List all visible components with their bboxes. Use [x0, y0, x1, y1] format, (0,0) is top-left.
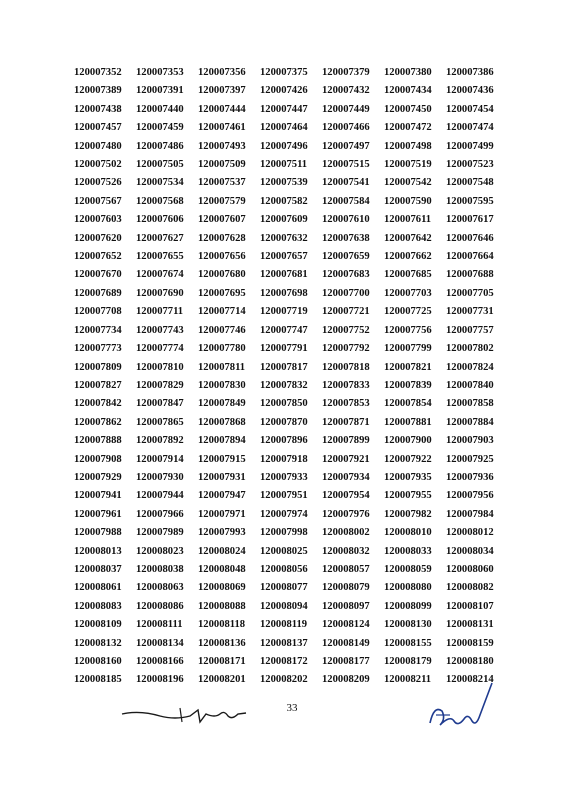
roll-number-cell: 120007944 [136, 490, 184, 502]
roll-number-cell: 120008061 [74, 582, 122, 594]
roll-number-cell: 120007498 [384, 140, 432, 152]
roll-number-cell: 120007646 [446, 232, 494, 244]
roll-number-cell: 120007900 [384, 435, 432, 447]
roll-number-cell: 120007642 [384, 232, 432, 244]
roll-number-cell: 120008111 [136, 619, 183, 631]
roll-number-cell: 120007493 [198, 140, 246, 152]
roll-number-cell: 120008130 [384, 619, 432, 631]
roll-number-cell: 120007862 [74, 416, 122, 428]
roll-number-cell: 120007833 [322, 379, 370, 391]
roll-number-cell: 120008088 [198, 600, 246, 612]
roll-number-cell: 120007832 [260, 379, 308, 391]
table-row [74, 598, 504, 616]
roll-number-cell: 120007930 [136, 471, 184, 483]
roll-number-cell: 120008059 [384, 563, 432, 575]
roll-number-cell: 120007664 [446, 251, 494, 263]
roll-number-cell: 120008179 [384, 656, 432, 667]
roll-number-cell: 120007519 [384, 159, 432, 171]
roll-number-cell: 120007810 [136, 361, 184, 373]
roll-number-cell: 120008032 [322, 545, 370, 557]
roll-number-cell: 120007908 [74, 453, 122, 465]
roll-number-cell: 120007988 [74, 527, 122, 539]
roll-number-cell: 120008202 [260, 674, 308, 686]
roll-number-cell: 120007681 [260, 269, 308, 281]
roll-number-cell: 120008082 [446, 582, 494, 594]
roll-number-cell: 120007817 [260, 361, 308, 373]
roll-number-cell: 120007450 [384, 103, 432, 115]
roll-number-cell: 120007539 [260, 177, 308, 189]
roll-number-cell: 120007674 [136, 269, 184, 281]
roll-number-cell: 120008023 [136, 545, 184, 557]
table-row [74, 487, 504, 505]
roll-number-cell: 120007486 [136, 140, 184, 152]
roll-number-cell: 120007397 [198, 85, 246, 97]
roll-number-cell: 120007662 [384, 251, 432, 263]
roll-number-cell: 120008160 [74, 656, 122, 667]
table-row [74, 64, 504, 82]
roll-number-cell: 120007638 [322, 232, 370, 244]
roll-number-cell: 120008012 [446, 527, 494, 539]
roll-number-cell: 120007628 [198, 232, 246, 244]
roll-number-cell: 120007847 [136, 398, 184, 410]
roll-number-cell: 120008077 [260, 582, 308, 594]
roll-number-cell: 120007871 [322, 416, 370, 428]
table-row [74, 174, 504, 192]
roll-number-cell: 120007680 [198, 269, 246, 281]
roll-number-cell: 120007537 [198, 177, 246, 189]
roll-number-cell: 120007821 [384, 361, 432, 373]
roll-number-cell: 120007743 [136, 324, 184, 336]
roll-number-cell: 120008038 [136, 563, 184, 575]
roll-number-cell: 120007542 [384, 177, 432, 189]
roll-number-cell: 120007683 [322, 269, 370, 281]
roll-number-cell: 120007579 [198, 195, 246, 207]
roll-number-cell: 120007688 [446, 269, 494, 281]
roll-number-cell: 120007548 [446, 177, 494, 189]
roll-number-cell: 120007984 [446, 508, 494, 520]
roll-number-cell: 120007915 [198, 453, 246, 465]
roll-number-cell: 120007840 [446, 379, 494, 391]
roll-number-cell: 120007998 [260, 527, 308, 539]
roll-number-cell: 120008048 [198, 563, 246, 575]
roll-number-cell: 120007818 [322, 361, 370, 373]
table-row [74, 524, 504, 542]
roll-number-cell: 120007894 [198, 435, 246, 447]
roll-number-cell: 120007925 [446, 453, 494, 465]
roll-number-cell: 120008013 [74, 545, 122, 557]
roll-number-cell: 120008069 [198, 582, 246, 594]
roll-number-cell: 120008211 [384, 674, 432, 686]
roll-number-cell: 120007627 [136, 232, 184, 244]
roll-number-cell: 120008171 [198, 656, 246, 667]
roll-number-cell: 120007695 [198, 287, 246, 299]
roll-number-cell: 120007607 [198, 214, 246, 226]
roll-number-cell: 120007931 [198, 471, 246, 483]
roll-number-cell: 120007698 [260, 287, 308, 299]
roll-number-cell: 120007961 [74, 508, 122, 520]
roll-number-cell: 120007632 [260, 232, 308, 244]
roll-number-cell: 120008024 [198, 545, 246, 557]
roll-number-cell: 120007752 [322, 324, 370, 336]
table-row [74, 469, 504, 487]
roll-number-cell: 120008131 [446, 619, 494, 631]
roll-number-cell: 120008025 [260, 545, 308, 557]
roll-number-cell: 120008209 [322, 674, 370, 686]
table-row [74, 432, 504, 450]
roll-number-cell: 120007951 [260, 490, 308, 502]
roll-number-cell: 120007746 [198, 324, 246, 336]
roll-number-cell: 120007466 [322, 122, 370, 134]
roll-number-cell: 120007440 [136, 103, 184, 115]
roll-number-cell: 120007976 [322, 508, 370, 520]
roll-number-cell: 120007827 [74, 379, 122, 391]
roll-number-cell: 120008134 [136, 637, 184, 649]
table-row [74, 414, 504, 432]
roll-number-cell: 120007700 [322, 287, 370, 299]
roll-number-cell: 120007502 [74, 159, 122, 171]
roll-number-cell: 120007434 [384, 85, 432, 97]
roll-number-cell: 120007899 [322, 435, 370, 447]
table-row [74, 616, 504, 634]
roll-number-cell: 120007865 [136, 416, 184, 428]
table-row [74, 82, 504, 100]
roll-number-cell: 120007757 [446, 324, 494, 336]
roll-number-cell: 120007881 [384, 416, 432, 428]
roll-number-cell: 120007391 [136, 85, 184, 97]
roll-number-cell: 120007956 [446, 490, 494, 502]
roll-number-cell: 120007896 [260, 435, 308, 447]
roll-number-cell: 120007802 [446, 343, 494, 355]
roll-number-cell: 120007375 [260, 67, 308, 78]
roll-number-cell: 120007719 [260, 306, 308, 318]
roll-number-cell: 120007809 [74, 361, 122, 373]
roll-number-cell: 120008166 [136, 656, 184, 667]
roll-number-cell: 120007509 [198, 159, 246, 171]
roll-number-cell: 120007353 [136, 67, 184, 78]
roll-number-cell: 120008086 [136, 600, 184, 612]
roll-number-cell: 120007705 [446, 287, 494, 299]
roll-number-cell: 120007903 [446, 435, 494, 447]
roll-number-cell: 120008149 [322, 637, 370, 649]
roll-number-table [74, 64, 504, 690]
roll-number-cell: 120007611 [384, 214, 432, 226]
roll-number-cell: 120007811 [198, 361, 246, 373]
roll-number-cell: 120007982 [384, 508, 432, 520]
roll-number-cell: 120007656 [198, 251, 246, 263]
roll-number-cell: 120007584 [322, 195, 370, 207]
roll-number-cell: 120008083 [74, 600, 122, 612]
roll-number-cell: 120007934 [322, 471, 370, 483]
roll-number-cell: 120007380 [384, 67, 432, 78]
roll-number-cell: 120008002 [322, 527, 370, 539]
roll-number-cell: 120008136 [198, 637, 246, 649]
roll-number-cell: 120008094 [260, 600, 308, 612]
table-row [74, 340, 504, 358]
roll-number-cell: 120007436 [446, 85, 494, 97]
roll-number-cell: 120007703 [384, 287, 432, 299]
roll-number-table-body [74, 64, 504, 690]
roll-number-cell: 120007541 [322, 177, 370, 189]
table-row [74, 322, 504, 340]
roll-number-cell: 120008159 [446, 637, 494, 649]
roll-number-cell: 120007497 [322, 140, 370, 152]
roll-number-cell: 120007659 [322, 251, 370, 263]
table-row [74, 303, 504, 321]
roll-number-cell: 120008214 [446, 674, 494, 686]
roll-number-cell: 120007850 [260, 398, 308, 410]
roll-number-cell: 120008079 [322, 582, 370, 594]
roll-number-cell: 120008119 [260, 619, 308, 631]
roll-number-cell: 120007582 [260, 195, 308, 207]
roll-number-cell: 120007472 [384, 122, 432, 134]
roll-number-cell: 120008155 [384, 637, 432, 649]
roll-number-cell: 120007426 [260, 85, 308, 97]
roll-number-cell: 120007870 [260, 416, 308, 428]
roll-number-cell: 120007721 [322, 306, 370, 318]
roll-number-cell: 120007971 [198, 508, 246, 520]
roll-number-cell: 120007918 [260, 453, 308, 465]
roll-number-cell: 120007352 [74, 67, 122, 78]
roll-number-cell: 120007389 [74, 85, 122, 97]
roll-number-cell: 120007454 [446, 103, 494, 115]
roll-number-cell: 120007824 [446, 361, 494, 373]
table-row [74, 506, 504, 524]
roll-number-cell: 120007356 [198, 67, 246, 78]
roll-number-cell: 120007432 [322, 85, 370, 97]
roll-number-cell: 120008034 [446, 545, 494, 557]
roll-number-cell: 120008107 [446, 600, 494, 612]
roll-number-cell: 120007954 [322, 490, 370, 502]
roll-number-cell: 120008109 [74, 619, 122, 631]
roll-number-cell: 120007534 [136, 177, 184, 189]
signature-right [420, 675, 500, 735]
roll-number-cell: 120007609 [260, 214, 308, 226]
table-row [74, 156, 504, 174]
table-row [74, 266, 504, 284]
roll-number-cell: 120007386 [446, 67, 494, 78]
roll-number-cell: 120007606 [136, 214, 184, 226]
table-row [74, 193, 504, 211]
table-row [74, 579, 504, 597]
roll-number-cell: 120008037 [74, 563, 122, 575]
roll-number-cell: 120008177 [322, 656, 370, 667]
table-row [74, 230, 504, 248]
roll-number-cell: 120007731 [446, 306, 494, 318]
roll-number-cell: 120008201 [198, 674, 246, 686]
table-row [74, 451, 504, 469]
roll-number-cell: 120008172 [260, 656, 308, 667]
roll-number-cell: 120007567 [74, 195, 122, 207]
table-row [74, 248, 504, 266]
roll-number-cell: 120007438 [74, 103, 122, 115]
roll-number-cell: 120007689 [74, 287, 122, 299]
table-row [74, 285, 504, 303]
roll-number-cell: 120007799 [384, 343, 432, 355]
roll-number-cell: 120008132 [74, 637, 122, 649]
roll-number-cell: 120007774 [136, 343, 184, 355]
roll-number-cell: 120007496 [260, 140, 308, 152]
roll-number-cell: 120007921 [322, 453, 370, 465]
roll-number-cell: 120007523 [446, 159, 494, 171]
table-row [74, 119, 504, 137]
roll-number-cell: 120007792 [322, 343, 370, 355]
roll-number-cell: 120007853 [322, 398, 370, 410]
roll-number-cell: 120007922 [384, 453, 432, 465]
roll-number-cell: 120008137 [260, 637, 308, 649]
roll-number-cell: 120008099 [384, 600, 432, 612]
roll-number-cell: 120008185 [74, 674, 122, 686]
roll-number-cell: 120008057 [322, 563, 370, 575]
roll-number-cell: 120007690 [136, 287, 184, 299]
table-row [74, 377, 504, 395]
roll-number-cell: 120007854 [384, 398, 432, 410]
roll-number-cell: 120007780 [198, 343, 246, 355]
roll-number-cell: 120007711 [136, 306, 184, 318]
roll-number-cell: 120007459 [136, 122, 184, 134]
roll-number-cell: 120007892 [136, 435, 184, 447]
roll-number-cell: 120007884 [446, 416, 494, 428]
roll-number-cell: 120007464 [260, 122, 308, 134]
roll-number-cell: 120007511 [260, 159, 308, 171]
roll-number-cell: 120007444 [198, 103, 246, 115]
roll-number-cell: 120007929 [74, 471, 122, 483]
roll-number-cell: 120007379 [322, 67, 370, 78]
roll-number-cell: 120007829 [136, 379, 184, 391]
roll-number-cell: 120007595 [446, 195, 494, 207]
roll-number-cell: 120007839 [384, 379, 432, 391]
roll-number-cell: 120007617 [446, 214, 494, 226]
roll-number-cell: 120007830 [198, 379, 246, 391]
roll-number-cell: 120008196 [136, 674, 184, 686]
roll-number-cell: 120008180 [446, 656, 494, 667]
roll-number-cell: 120007734 [74, 324, 122, 336]
roll-number-cell: 120008033 [384, 545, 432, 557]
roll-number-cell: 120007449 [322, 103, 370, 115]
roll-number-cell: 120007474 [446, 122, 494, 134]
roll-number-cell: 120007590 [384, 195, 432, 207]
table-row [74, 138, 504, 156]
roll-number-cell: 120007747 [260, 324, 308, 336]
roll-number-cell: 120007858 [446, 398, 494, 410]
table-row [74, 395, 504, 413]
roll-number-cell: 120007974 [260, 508, 308, 520]
table-row [74, 211, 504, 229]
table-row [74, 543, 504, 561]
roll-number-cell: 120007610 [322, 214, 370, 226]
roll-number-cell: 120007941 [74, 490, 122, 502]
roll-number-cell: 120007670 [74, 269, 122, 281]
roll-number-cell: 120007461 [198, 122, 246, 134]
roll-number-cell: 120007725 [384, 306, 432, 318]
roll-number-cell: 120007655 [136, 251, 184, 263]
roll-number-cell: 120007914 [136, 453, 184, 465]
roll-number-cell: 120008010 [384, 527, 432, 539]
roll-number-cell: 120007993 [198, 527, 246, 539]
roll-number-cell: 120007936 [446, 471, 494, 483]
roll-number-cell: 120008124 [322, 619, 370, 631]
roll-number-cell: 120008063 [136, 582, 184, 594]
roll-number-cell: 120007791 [260, 343, 308, 355]
roll-number-cell: 120007480 [74, 140, 122, 152]
roll-number-cell: 120007966 [136, 508, 184, 520]
table-row [74, 635, 504, 653]
roll-number-cell: 120007505 [136, 159, 184, 171]
page-number: 33 [286, 702, 298, 714]
roll-number-cell: 120007947 [198, 490, 246, 502]
roll-number-cell: 120007568 [136, 195, 184, 207]
roll-number-cell: 120007620 [74, 232, 122, 244]
roll-number-cell: 120008056 [260, 563, 308, 575]
signature-left [120, 700, 250, 730]
roll-number-cell: 120007842 [74, 398, 122, 410]
roll-number-cell: 120007756 [384, 324, 432, 336]
roll-number-cell: 120007773 [74, 343, 122, 355]
roll-number-cell: 120007526 [74, 177, 122, 189]
roll-number-cell: 120007685 [384, 269, 432, 281]
roll-number-cell: 120008118 [198, 619, 246, 631]
table-row [74, 653, 504, 671]
roll-number-cell: 120007888 [74, 435, 122, 447]
roll-number-cell: 120007457 [74, 122, 122, 134]
table-row [74, 561, 504, 579]
roll-number-cell: 120007714 [198, 306, 246, 318]
roll-number-cell: 120008097 [322, 600, 370, 612]
roll-number-cell: 120007708 [74, 306, 122, 318]
roll-number-cell: 120007657 [260, 251, 308, 263]
roll-number-cell: 120007933 [260, 471, 308, 483]
roll-number-cell: 120007515 [322, 159, 370, 171]
roll-number-cell: 120007603 [74, 214, 122, 226]
roll-number-cell: 120007499 [446, 140, 494, 152]
roll-number-cell: 120007868 [198, 416, 246, 428]
roll-number-cell: 120007652 [74, 251, 122, 263]
roll-number-cell: 120007955 [384, 490, 432, 502]
roll-number-cell: 120008060 [446, 563, 494, 575]
roll-number-cell: 120007447 [260, 103, 308, 115]
roll-number-cell: 120008080 [384, 582, 432, 594]
roll-number-cell: 120007849 [198, 398, 246, 410]
table-row [74, 101, 504, 119]
table-row [74, 359, 504, 377]
roll-number-cell: 120007935 [384, 471, 432, 483]
roll-number-cell: 120007989 [136, 527, 184, 539]
